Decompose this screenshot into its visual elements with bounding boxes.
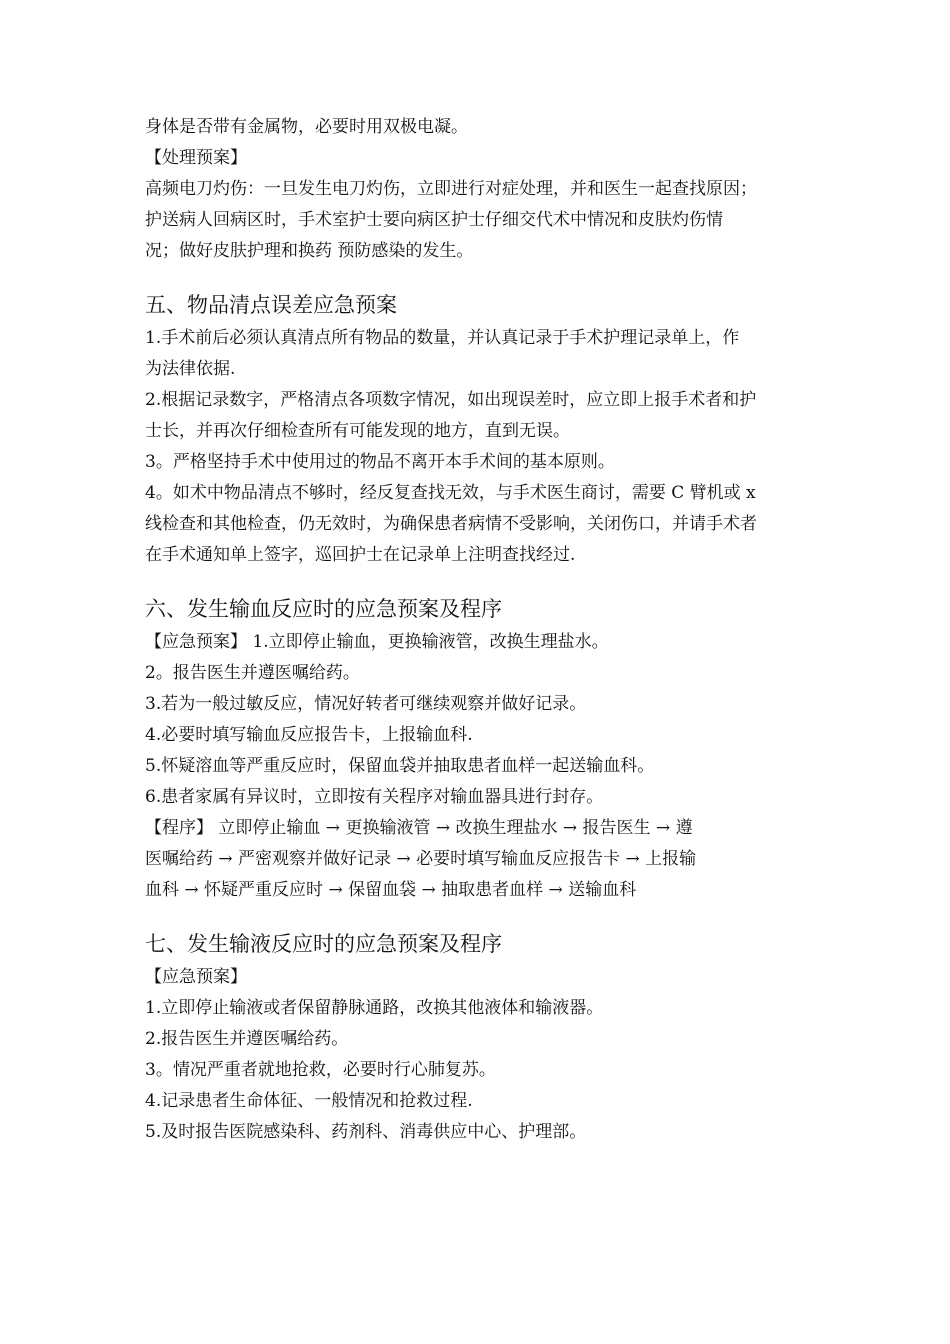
paragraph-line: 2.报告医生并遵医嘱给药。 xyxy=(145,1029,349,1049)
paragraph-line: 线检查和其他检查，仍无效时，为确保患者病情不受影响，关闭伤口，并请手术者 xyxy=(145,514,757,534)
paragraph-line: 血科 → 怀疑严重反应时 → 保留血袋 → 抽取患者血样 → 送输血科 xyxy=(145,880,637,900)
intro-block xyxy=(145,112,813,267)
paragraph-line: 3。情况严重者就地抢救，必要时行心肺复苏。 xyxy=(145,1060,496,1080)
paragraph-line: 5.怀疑溶血等严重反应时，保留血袋并抽取患者血样一起送输血科。 xyxy=(145,756,655,776)
paragraph-line: 医嘱给药 → 严密观察并做好记录 → 必要时填写输血反应报告卡 → 上报输 xyxy=(145,849,697,869)
section-6 xyxy=(145,594,813,906)
section-heading: 六、发生输血反应时的应急预案及程序 xyxy=(145,597,502,621)
paragraph-line: 6.患者家属有异议时，立即按有关程序对输血器具进行封存。 xyxy=(145,787,604,807)
paragraph-line: 4.记录患者生命体征、一般情况和抢救过程. xyxy=(145,1091,473,1111)
paragraph-line: 【应急预案】 xyxy=(145,967,247,987)
paragraph-line: 1.手术前后必须认真清点所有物品的数量，并认真记录于手术护理记录单上，作 xyxy=(145,328,740,348)
paragraph-line: 3。严格坚持手术中使用过的物品不离开本手术间的基本原则。 xyxy=(145,452,615,472)
paragraph-line: 3.若为一般过敏反应，情况好转者可继续观察并做好记录。 xyxy=(145,694,587,714)
section-tag: 【处理预案】 xyxy=(145,148,247,168)
paragraph-line: 【应急预案】 1.立即停止输血，更换输液管，改换生理盐水。 xyxy=(145,632,609,652)
paragraph-line: 护送病人回病区时，手术室护士要向病区护士仔细交代术中情况和皮肤灼伤情 xyxy=(145,210,723,230)
section-heading: 七、发生输液反应时的应急预案及程序 xyxy=(145,932,502,956)
paragraph-line: 2.根据记录数字，严格清点各项数字情况，如出现误差时，应立即上报手术者和护 xyxy=(145,390,757,410)
paragraph-line: 况；做好皮肤护理和换药 预防感染的发生。 xyxy=(145,241,474,261)
paragraph-line: 1.立即停止输液或者保留静脉通路，改换其他液体和输液器。 xyxy=(145,998,604,1018)
paragraph-line: 为法律依据. xyxy=(145,359,236,379)
document-page xyxy=(145,112,813,1148)
paragraph-line: 2。报告医生并遵医嘱给药。 xyxy=(145,663,360,683)
paragraph-line: 【程序】 立即停止输血 → 更换输液管 → 改换生理盐水 → 报告医生 → 遵 xyxy=(145,818,693,838)
paragraph-line: 4.必要时填写输血反应报告卡，上报输血科. xyxy=(145,725,473,745)
paragraph-line: 士长，并再次仔细检查所有可能发现的地方，直到无误。 xyxy=(145,421,570,441)
section-7 xyxy=(145,929,813,1148)
paragraph-line: 高频电刀灼伤：一旦发生电刀灼伤，立即进行对症处理，并和医生一起查找原因； xyxy=(145,179,757,199)
paragraph-line: 5.及时报告医院感染科、药剂科、消毒供应中心、护理部。 xyxy=(145,1122,587,1142)
paragraph-line: 身体是否带有金属物，必要时用双极电凝。 xyxy=(145,117,468,137)
section-5 xyxy=(145,290,813,571)
section-heading: 五、物品清点误差应急预案 xyxy=(145,293,397,317)
paragraph-line: 4。如术中物品清点不够时，经反复查找无效，与手术医生商讨，需要 C 臂机或 x xyxy=(145,483,756,503)
paragraph-line: 在手术通知单上签字，巡回护士在记录单上注明查找经过. xyxy=(145,545,576,565)
